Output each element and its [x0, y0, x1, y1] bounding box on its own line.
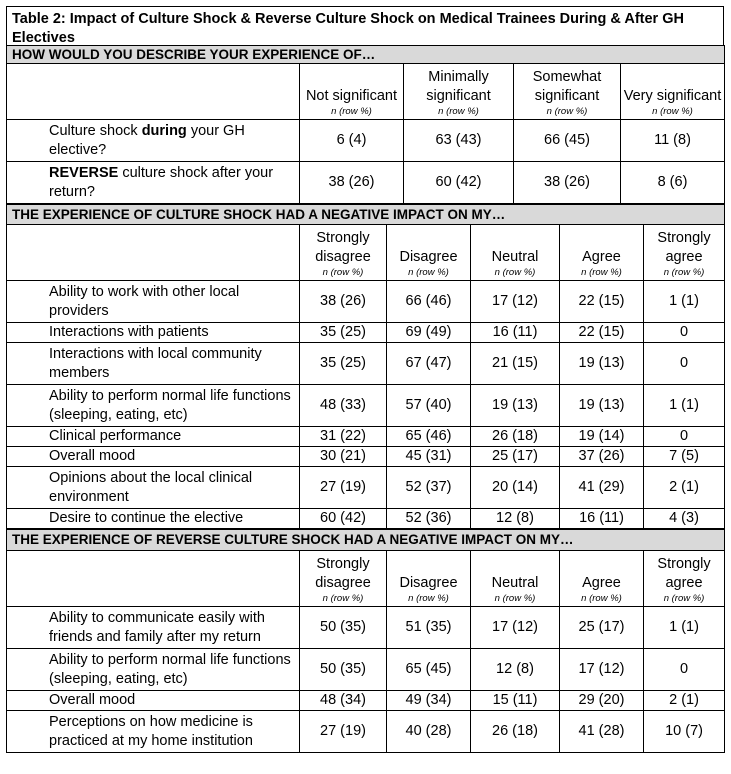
- row-label: Interactions with patients: [7, 323, 300, 343]
- section-heading-row: [7, 46, 725, 64]
- table-cell: 60 (42): [300, 509, 387, 529]
- table-cell: 0: [644, 343, 725, 385]
- table-cell: 7 (5): [644, 447, 725, 467]
- table-cell: 67 (47): [387, 343, 471, 385]
- row-label: Ability to perform normal life functions (sleeping, eating, etc): [7, 649, 300, 691]
- section2-body: [7, 281, 725, 529]
- column-header: [514, 64, 621, 120]
- column-header-row: [7, 551, 725, 607]
- row-label-text: culture shock after your return?: [49, 164, 274, 200]
- table-cell: 4 (3): [644, 509, 725, 529]
- table-cell: 35 (25): [300, 323, 387, 343]
- row-label: Desire to continue the elective: [7, 509, 300, 529]
- column-header: [644, 225, 725, 281]
- table-cell: 37 (26): [560, 447, 644, 467]
- table-cell: 38 (26): [514, 162, 621, 204]
- table-cell: 65 (45): [387, 649, 471, 691]
- column-header: [560, 551, 644, 607]
- table-row: [7, 649, 725, 691]
- table-cell: 41 (29): [560, 467, 644, 509]
- table-cell: 0: [644, 427, 725, 447]
- n-row-percent-label: n (row %): [322, 593, 364, 604]
- n-row-percent-label: n (row %): [408, 267, 449, 278]
- table-row: [7, 447, 725, 467]
- column-header-label: Very significant: [623, 88, 722, 104]
- table-cell: 52 (37): [387, 467, 471, 509]
- table-row: [7, 711, 725, 753]
- table-cell: 25 (17): [471, 447, 560, 467]
- table-cell: 51 (35): [387, 607, 471, 649]
- header-blank: [7, 225, 300, 281]
- row-label: [7, 120, 300, 162]
- n-row-percent-label: n (row %): [408, 593, 449, 604]
- row-label: [7, 162, 300, 204]
- table-row: [7, 467, 725, 509]
- table-cell: 8 (6): [621, 162, 725, 204]
- table-cell: 1 (1): [644, 281, 725, 323]
- section3-heading: THE EXPERIENCE OF REVERSE CULTURE SHOCK HAD A NEGATIVE IMPACT ON MY…: [7, 530, 725, 551]
- column-header-label: Agree: [582, 249, 621, 265]
- table-cell: 19 (13): [560, 343, 644, 385]
- column-header: [300, 225, 387, 281]
- table-cell: 16 (11): [471, 323, 560, 343]
- table-cell: 65 (46): [387, 427, 471, 447]
- table-cell: 6 (4): [300, 120, 404, 162]
- table-cell: 35 (25): [300, 343, 387, 385]
- table-cell: 41 (28): [560, 711, 644, 753]
- table-cell: 22 (15): [560, 323, 644, 343]
- table-cell: 15 (11): [471, 691, 560, 711]
- table-cell: 20 (14): [471, 467, 560, 509]
- n-row-percent-label: n (row %): [494, 267, 536, 278]
- table-cell: 48 (33): [300, 385, 387, 427]
- n-row-percent-label: n (row %): [546, 106, 588, 117]
- table-cell: 49 (34): [387, 691, 471, 711]
- table-cell: 12 (8): [471, 649, 560, 691]
- header-blank: [7, 551, 300, 607]
- table-cell: 2 (1): [644, 467, 725, 509]
- column-header-label: Disagree: [399, 249, 458, 265]
- n-row-percent-label: n (row %): [438, 106, 479, 117]
- column-header: [560, 225, 644, 281]
- column-header: [300, 551, 387, 607]
- n-row-percent-label: n (row %): [663, 593, 705, 604]
- column-header-label: Disagree: [399, 575, 458, 591]
- n-row-percent-label: n (row %): [581, 593, 622, 604]
- section1-heading: HOW WOULD YOU DESCRIBE YOUR EXPERIENCE OF…: [7, 46, 725, 64]
- row-label: Overall mood: [7, 691, 300, 711]
- row-label: Overall mood: [7, 447, 300, 467]
- section1-table: [6, 45, 725, 204]
- table-cell: 17 (12): [471, 281, 560, 323]
- table-cell: 12 (8): [471, 509, 560, 529]
- column-header: [644, 551, 725, 607]
- row-label: Interactions with local community members: [7, 343, 300, 385]
- table-cell: 63 (43): [404, 120, 514, 162]
- table-cell: 19 (13): [560, 385, 644, 427]
- table-cell: 0: [644, 649, 725, 691]
- section2-heading: THE EXPERIENCE OF CULTURE SHOCK HAD A NEGATIVE IMPACT ON MY…: [7, 205, 725, 225]
- table-row: [7, 509, 725, 529]
- table-cell: 26 (18): [471, 427, 560, 447]
- row-label-emphasis: REVERSE: [49, 164, 119, 181]
- table-row: [7, 427, 725, 447]
- table-cell: 69 (49): [387, 323, 471, 343]
- table-cell: 0: [644, 323, 725, 343]
- table-row: [7, 120, 725, 162]
- column-header-label: Strongly agree: [657, 230, 711, 265]
- table-cell: 19 (14): [560, 427, 644, 447]
- column-header-row: [7, 225, 725, 281]
- column-header: [621, 64, 725, 120]
- row-label-emphasis: during: [141, 122, 187, 139]
- table-cell: 57 (40): [387, 385, 471, 427]
- table-cell: 17 (12): [471, 607, 560, 649]
- table-cell: 50 (35): [300, 607, 387, 649]
- table-cell: 2 (1): [644, 691, 725, 711]
- table-cell: 30 (21): [300, 447, 387, 467]
- column-header-row: [7, 64, 725, 120]
- section3-body: [7, 607, 725, 753]
- column-header: [471, 225, 560, 281]
- table-cell: 38 (26): [300, 162, 404, 204]
- column-header-label: Strongly disagree: [315, 556, 371, 591]
- row-label: Ability to perform normal life functions (sleeping, eating, etc): [7, 385, 300, 427]
- column-header-label: Strongly disagree: [315, 230, 371, 265]
- section-heading-row: [7, 205, 725, 225]
- column-header-label: Agree: [582, 575, 621, 591]
- table-frame: [6, 6, 724, 753]
- table-cell: 60 (42): [404, 162, 514, 204]
- column-header-label: Not significant: [305, 88, 398, 104]
- table-cell: 16 (11): [560, 509, 644, 529]
- header-blank: [7, 64, 300, 120]
- table-cell: 22 (15): [560, 281, 644, 323]
- row-label: Perceptions on how medicine is practiced at my home institution: [7, 711, 300, 753]
- n-row-percent-label: n (row %): [652, 106, 693, 117]
- table-cell: 29 (20): [560, 691, 644, 711]
- column-header-label: Somewhat significant: [532, 69, 602, 104]
- row-label-text: your GH elective?: [49, 122, 245, 158]
- table-cell: 1 (1): [644, 607, 725, 649]
- section1-body: [7, 120, 725, 204]
- column-header: [471, 551, 560, 607]
- n-row-percent-label: n (row %): [581, 267, 622, 278]
- n-row-percent-label: n (row %): [663, 267, 705, 278]
- column-header-label: Neutral: [491, 249, 539, 265]
- table-cell: 10 (7): [644, 711, 725, 753]
- table-cell: 26 (18): [471, 711, 560, 753]
- column-header: [387, 225, 471, 281]
- table-cell: 38 (26): [300, 281, 387, 323]
- row-label: Ability to communicate easily with friends and family after my return: [7, 607, 300, 649]
- table-cell: 21 (15): [471, 343, 560, 385]
- table-cell: 50 (35): [300, 649, 387, 691]
- table-row: [7, 343, 725, 385]
- table-cell: 25 (17): [560, 607, 644, 649]
- column-header: [387, 551, 471, 607]
- table-cell: 27 (19): [300, 711, 387, 753]
- table-cell: 48 (34): [300, 691, 387, 711]
- row-label-text: Culture shock: [49, 122, 142, 139]
- section3-table: [6, 529, 725, 753]
- table-row: [7, 607, 725, 649]
- row-label: Opinions about the local clinical environment: [7, 467, 300, 509]
- table-cell: 45 (31): [387, 447, 471, 467]
- table-cell: 40 (28): [387, 711, 471, 753]
- n-row-percent-label: n (row %): [322, 267, 364, 278]
- table-cell: 66 (45): [514, 120, 621, 162]
- table-cell: 31 (22): [300, 427, 387, 447]
- n-row-percent-label: n (row %): [494, 593, 536, 604]
- row-label: Ability to work with other local providers: [7, 281, 300, 323]
- table-row: [7, 281, 725, 323]
- n-row-percent-label: n (row %): [331, 106, 372, 117]
- table-cell: 66 (46): [387, 281, 471, 323]
- table-cell: 27 (19): [300, 467, 387, 509]
- section2-table: [6, 204, 725, 529]
- table-cell: 17 (12): [560, 649, 644, 691]
- table-cell: 1 (1): [644, 385, 725, 427]
- section-heading-row: [7, 530, 725, 551]
- table-title: Table 2: Impact of Culture Shock & Reverse Culture Shock on Medical Trainees During & After GH Electives: [6, 6, 724, 45]
- table-row: [7, 691, 725, 711]
- table-row: [7, 323, 725, 343]
- column-header-label: Minimally significant: [426, 69, 491, 104]
- table-row: [7, 162, 725, 204]
- table-cell: 11 (8): [621, 120, 725, 162]
- table-cell: 52 (36): [387, 509, 471, 529]
- column-header: [404, 64, 514, 120]
- column-header: [300, 64, 404, 120]
- table-cell: 19 (13): [471, 385, 560, 427]
- table-row: [7, 385, 725, 427]
- column-header-label: Neutral: [491, 575, 539, 591]
- row-label: Clinical performance: [7, 427, 300, 447]
- column-header-label: Strongly agree: [657, 556, 711, 591]
